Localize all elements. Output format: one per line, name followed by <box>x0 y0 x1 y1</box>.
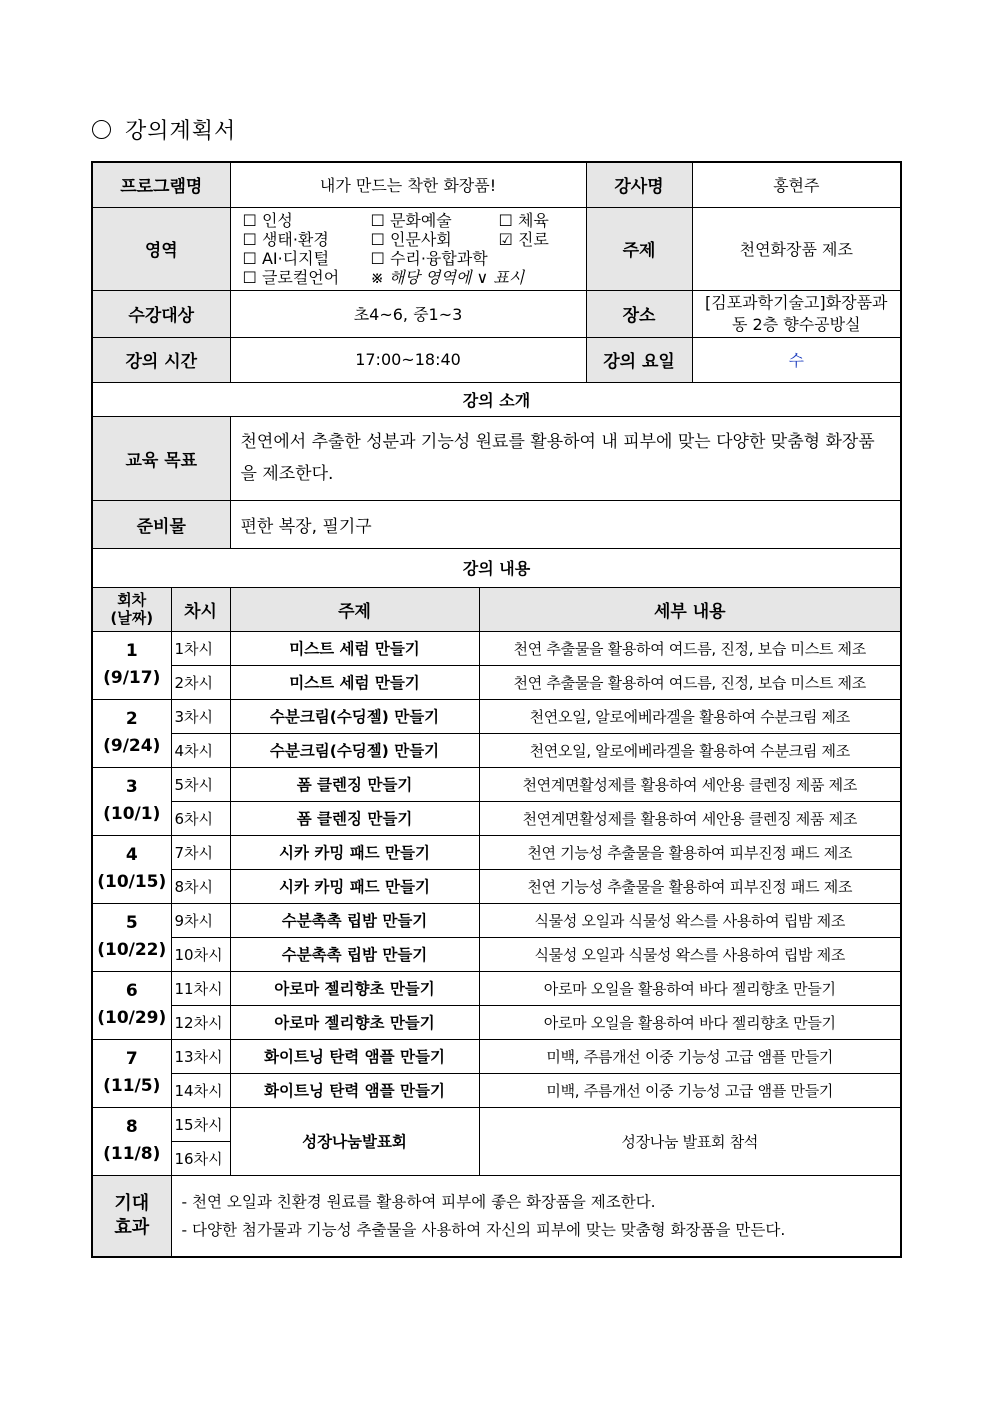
week-cell <box>92 767 171 835</box>
detail-cell: 식물성 오일과 식물성 왁스를 사용하여 립밤 제조 <box>479 937 901 971</box>
session-cell: 6차시 <box>171 801 230 835</box>
time-label: 강의 시간 <box>92 337 230 382</box>
week-date: (10/15) <box>97 872 167 892</box>
week-date: (11/5) <box>103 1076 161 1096</box>
session-cell: 13차시 <box>171 1039 230 1073</box>
materials-label: 준비물 <box>92 500 230 548</box>
session-cell: 9차시 <box>171 903 230 937</box>
topic-label: 주제 <box>586 207 692 290</box>
checked-box-icon: ☑ <box>498 229 513 249</box>
table-row <box>92 835 901 869</box>
table-row <box>92 1039 901 1073</box>
effect-line-2: - 다양한 첨가물과 기능성 추출물을 사용하여 자신의 피부에 맞는 맞춤형 화장품을 만든다. <box>181 1220 786 1239</box>
week-date: (9/24) <box>103 736 161 756</box>
area-item-label: 인문사회 <box>389 229 452 249</box>
day-value: 수 <box>692 337 901 382</box>
col-topic-header: 주제 <box>230 587 479 631</box>
week-number: 5 <box>125 913 138 933</box>
detail-cell: 아로마 오일을 활용하여 바다 젤리향초 만들기 <box>479 971 901 1005</box>
detail-cell: 천연 추출물을 활용하여 여드름, 진정, 보습 미스트 제조 <box>479 665 901 699</box>
topic-cell: 시카 카밍 패드 만들기 <box>230 869 479 903</box>
area-item <box>371 211 499 230</box>
time-value: 17:00~18:40 <box>230 337 586 382</box>
col-round-line-1: 회차 <box>117 591 147 609</box>
effect-line-1: - 천연 오일과 친환경 원료를 활용하여 피부에 좋은 화장품을 제조한다. <box>181 1192 656 1211</box>
lecture-plan-table <box>91 161 902 1258</box>
week-cell <box>92 699 171 767</box>
table-row <box>92 733 901 767</box>
table-row <box>92 801 901 835</box>
session-cell: 3차시 <box>171 699 230 733</box>
detail-cell: 미백, 주름개선 이중 기능성 고급 앰플 만들기 <box>479 1039 901 1073</box>
week-cell <box>92 971 171 1039</box>
session-cell: 14차시 <box>171 1073 230 1107</box>
area-item <box>371 230 499 249</box>
table-row <box>92 869 901 903</box>
week-cell <box>92 631 171 699</box>
session-cell: 8차시 <box>171 869 230 903</box>
intro-section-title: 강의 소개 <box>92 382 901 416</box>
week-date: (10/22) <box>97 940 167 960</box>
week-cell <box>92 1039 171 1107</box>
checkbox-icon: ☐ <box>370 229 385 249</box>
col-detail-header: 세부 내용 <box>479 587 901 631</box>
area-item <box>243 268 371 287</box>
topic-cell: 수분크림(수딩젤) 만들기 <box>230 733 479 767</box>
col-round-line-2: (날짜) <box>110 609 154 627</box>
area-item-label: AI·디지털 <box>261 248 330 268</box>
circle-bullet-icon <box>92 120 111 139</box>
table-row <box>92 1073 901 1107</box>
area-item-label: 인성 <box>261 210 293 230</box>
instructor-value: 홍현주 <box>692 162 901 207</box>
session-cell: 15차시 <box>171 1107 230 1141</box>
area-item-label: 수리·융합과학 <box>389 248 488 268</box>
session-cell: 4차시 <box>171 733 230 767</box>
detail-cell: 천연 추출물을 활용하여 여드름, 진정, 보습 미스트 제조 <box>479 631 901 665</box>
week-number: 1 <box>125 641 138 661</box>
area-item-label: 체육 <box>517 210 549 230</box>
col-session-header: 차시 <box>171 587 230 631</box>
table-row <box>92 665 901 699</box>
detail-cell: 천연계면활성제를 활용하여 세안용 클렌징 제품 제조 <box>479 801 901 835</box>
area-item-label: 생태·환경 <box>261 229 329 249</box>
place-line-1: [김포과학기술고]화장품과 <box>705 292 888 312</box>
goal-label: 교육 목표 <box>92 416 230 500</box>
session-cell: 2차시 <box>171 665 230 699</box>
area-item <box>499 249 579 268</box>
topic-cell: 아로마 젤리향초 만들기 <box>230 971 479 1005</box>
program-value: 내가 만드는 착한 화장품! <box>230 162 586 207</box>
session-cell: 11차시 <box>171 971 230 1005</box>
detail-cell: 천연 기능성 추출물을 활용하여 피부진정 패드 제조 <box>479 869 901 903</box>
week-number: 4 <box>125 845 138 865</box>
table-row <box>92 767 901 801</box>
session-cell: 16차시 <box>171 1141 230 1175</box>
materials-value: 편한 복장, 필기구 <box>230 500 901 548</box>
detail-cell: 성장나눔 발표회 참석 <box>479 1107 901 1175</box>
area-label: 영역 <box>92 207 230 290</box>
place-line-2: 동 2층 향수공방실 <box>731 314 861 334</box>
area-item-label: 진로 <box>517 229 549 249</box>
detail-cell: 천연계면활성제를 활용하여 세안용 클렌징 제품 제조 <box>479 767 901 801</box>
week-number: 8 <box>125 1117 138 1137</box>
table-row <box>92 631 901 665</box>
week-number: 3 <box>125 777 138 797</box>
topic-cell: 화이트닝 탄력 앰플 만들기 <box>230 1039 479 1073</box>
week-number: 2 <box>125 709 138 729</box>
goal-text: 천연에서 추출한 성분과 기능성 원료를 활용하여 내 피부에 맞는 다양한 맞춤형 화장품을 제조한다. <box>230 416 901 500</box>
topic-cell: 아로마 젤리향초 만들기 <box>230 1005 479 1039</box>
area-item <box>499 211 579 230</box>
area-note: ※ 해당 영역에 ∨ 표시 <box>370 267 525 287</box>
topic-cell: 시카 카밍 패드 만들기 <box>230 835 479 869</box>
content-section-title: 강의 내용 <box>92 548 901 587</box>
day-label: 강의 요일 <box>586 337 692 382</box>
table-row <box>92 937 901 971</box>
checkbox-icon: ☐ <box>242 210 257 230</box>
area-item <box>499 230 579 249</box>
area-item <box>243 211 371 230</box>
area-item <box>371 249 499 268</box>
table-row <box>92 1107 901 1141</box>
checkbox-icon: ☐ <box>242 248 257 268</box>
target-value: 초4~6, 중1~3 <box>230 290 586 337</box>
table-row <box>92 699 901 733</box>
effect-label <box>92 1175 171 1257</box>
week-number: 6 <box>125 981 138 1001</box>
topic-cell: 미스트 세럼 만들기 <box>230 665 479 699</box>
week-date: (11/8) <box>103 1144 161 1164</box>
place-label: 장소 <box>586 290 692 337</box>
checkbox-icon: ☐ <box>370 248 385 268</box>
week-cell <box>92 835 171 903</box>
area-checklist <box>230 207 586 290</box>
table-row <box>92 1005 901 1039</box>
session-cell: 5차시 <box>171 767 230 801</box>
table-row <box>92 971 901 1005</box>
instructor-label: 강사명 <box>586 162 692 207</box>
document-heading <box>92 113 236 145</box>
effect-label-line-1: 기대 <box>114 1192 150 1214</box>
area-item-label: 글로컬언어 <box>261 267 340 287</box>
detail-cell: 미백, 주름개선 이중 기능성 고급 앰플 만들기 <box>479 1073 901 1107</box>
topic-value: 천연화장품 제조 <box>692 207 901 290</box>
area-item-label: 문화예술 <box>389 210 452 230</box>
effect-label-line-2: 효과 <box>114 1216 150 1238</box>
topic-cell: 화이트닝 탄력 앰플 만들기 <box>230 1073 479 1107</box>
detail-cell: 식물성 오일과 식물성 왁스를 사용하여 립밤 제조 <box>479 903 901 937</box>
area-item <box>243 230 371 249</box>
area-item <box>243 249 371 268</box>
col-round-header <box>92 587 171 631</box>
topic-cell: 수분촉촉 립밤 만들기 <box>230 903 479 937</box>
checkbox-icon: ☐ <box>242 229 257 249</box>
week-cell <box>92 903 171 971</box>
detail-cell: 천연오일, 알로에베라겔을 활용하여 수분크림 제조 <box>479 733 901 767</box>
detail-cell: 천연오일, 알로에베라겔을 활용하여 수분크림 제조 <box>479 699 901 733</box>
target-label: 수강대상 <box>92 290 230 337</box>
topic-cell: 폼 클렌징 만들기 <box>230 767 479 801</box>
session-cell: 10차시 <box>171 937 230 971</box>
checkbox-icon: ☐ <box>370 210 385 230</box>
document-title: 강의계획서 <box>125 118 237 144</box>
detail-cell: 천연 기능성 추출물을 활용하여 피부진정 패드 제조 <box>479 835 901 869</box>
table-row <box>92 903 901 937</box>
week-date: (10/29) <box>97 1008 167 1028</box>
topic-cell: 성장나눔발표회 <box>230 1107 479 1175</box>
program-label: 프로그램명 <box>92 162 230 207</box>
session-cell: 12차시 <box>171 1005 230 1039</box>
week-date: (10/1) <box>103 804 161 824</box>
effect-text <box>171 1175 901 1257</box>
topic-cell: 폼 클렌징 만들기 <box>230 801 479 835</box>
place-value <box>692 290 901 337</box>
week-cell <box>92 1107 171 1175</box>
week-number: 7 <box>125 1049 138 1069</box>
checkbox-icon: ☐ <box>498 210 513 230</box>
week-date: (9/17) <box>103 668 161 688</box>
topic-cell: 미스트 세럼 만들기 <box>230 631 479 665</box>
detail-cell: 아로마 오일을 활용하여 바다 젤리향초 만들기 <box>479 1005 901 1039</box>
checkbox-icon: ☐ <box>242 267 257 287</box>
topic-cell: 수분촉촉 립밤 만들기 <box>230 937 479 971</box>
session-cell: 1차시 <box>171 631 230 665</box>
topic-cell: 수분크림(수딩젤) 만들기 <box>230 699 479 733</box>
session-cell: 7차시 <box>171 835 230 869</box>
